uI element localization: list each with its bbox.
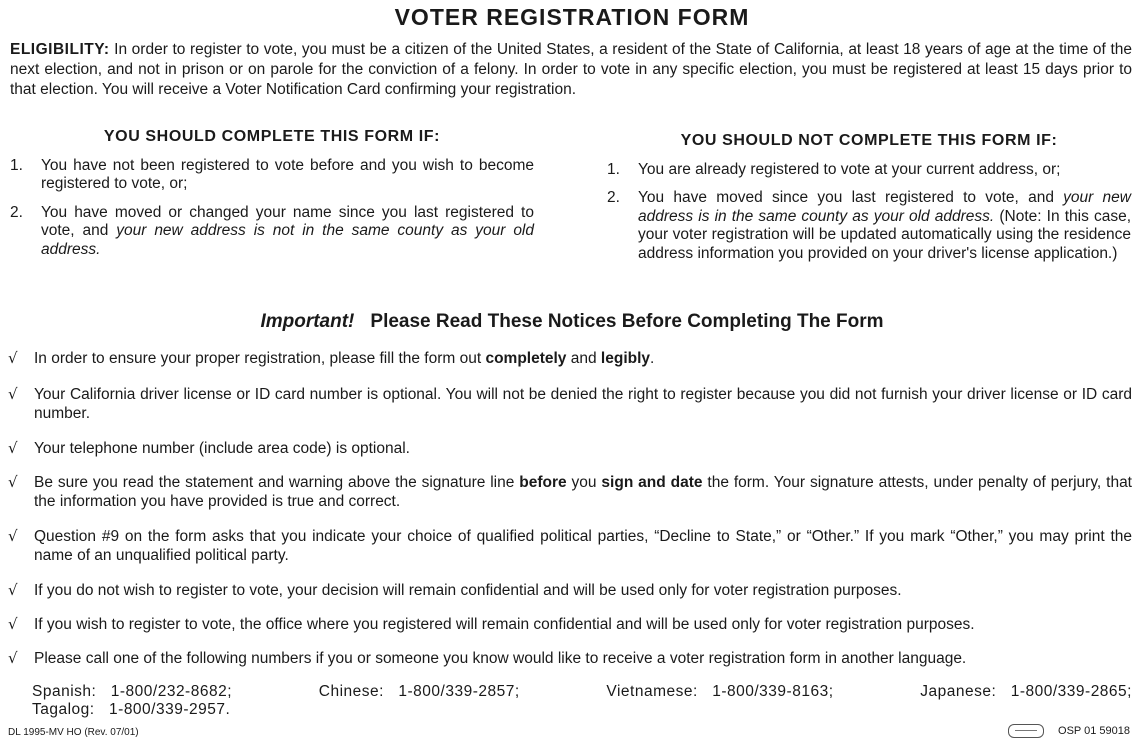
check-icon: √ bbox=[8, 649, 18, 667]
list-item bbox=[607, 189, 1131, 263]
notice-item bbox=[8, 439, 1132, 458]
notice-item bbox=[8, 473, 1132, 511]
notice-bold: legibly bbox=[600, 350, 651, 367]
important-text: Please Read These Notices Before Completing The Form bbox=[370, 311, 884, 332]
phone-language: Vietnamese: bbox=[606, 683, 698, 700]
notice-text bbox=[34, 473, 1132, 511]
list-item bbox=[607, 161, 1131, 180]
notice-text: Question #9 on the form asks that you indicate your choice of qualified political parties, “Decline to State,” or “Other.” If you mark “Other,” you may print the name of an unqualified political party. bbox=[34, 528, 1132, 564]
phone-entry bbox=[920, 683, 1132, 701]
item-text bbox=[41, 204, 534, 260]
item-text: You are already registered to vote at your current address, or; bbox=[638, 160, 1061, 178]
important-label: Important! bbox=[260, 311, 355, 332]
check-icon: √ bbox=[8, 385, 18, 403]
phone-language: Tagalog: bbox=[32, 701, 95, 718]
eligibility-text: In order to register to vote, you must be a citizen of the United States, a resident of the State of California, at least 18 years of age at the time of the next election, and not in prison or on parole for the conviction of a felony. In order to vote in any specific election, you must be registered at least 15 days prior to that election. You will receive a Voter Notification Card confirming your registration. bbox=[10, 41, 1132, 98]
item-number: 2. bbox=[607, 189, 620, 206]
check-icon: √ bbox=[8, 439, 18, 457]
notice-bold: before bbox=[519, 474, 567, 491]
check-icon: √ bbox=[8, 349, 18, 367]
phone-number: 1-800/339-2857; bbox=[398, 683, 520, 700]
notice-text: Your telephone number (include area code) is optional. bbox=[34, 440, 410, 457]
notice-plain: . bbox=[650, 350, 655, 367]
notice-plain: the form. Your signature attests, under penalty of perjury, that the information you have provided is true and correct. bbox=[34, 474, 1132, 510]
phone-entry bbox=[32, 701, 230, 719]
notice-text bbox=[34, 349, 1132, 368]
form-id: DL 1995-MV HO (Rev. 07/01) bbox=[8, 727, 139, 738]
phone-number: 1-800/339-8163; bbox=[712, 683, 834, 700]
page-title: VOTER REGISTRATION FORM bbox=[394, 4, 750, 30]
important-heading bbox=[0, 311, 1144, 333]
form-code: OSP 01 59018 bbox=[1058, 725, 1130, 737]
notice-text: If you do not wish to register to vote, your decision will remain confidential and will be used only for voter registration purposes. bbox=[34, 582, 902, 599]
phone-language: Spanish: bbox=[32, 683, 97, 700]
phone-row bbox=[32, 701, 1132, 719]
check-icon: √ bbox=[8, 615, 18, 633]
notice-item bbox=[8, 649, 1132, 668]
union-label-icon bbox=[1008, 724, 1044, 738]
notice-plain: and bbox=[566, 350, 601, 367]
notice-item bbox=[8, 385, 1132, 423]
language-phone-numbers bbox=[32, 683, 1132, 719]
item-text-italic: your new address is not in the same county as your old address. bbox=[41, 222, 534, 258]
list-item bbox=[10, 157, 534, 194]
check-icon: √ bbox=[8, 473, 18, 491]
notice-item bbox=[8, 527, 1132, 565]
phone-number: 1-800/232-8682; bbox=[110, 683, 233, 700]
footer-code-area bbox=[1008, 724, 1130, 738]
notice-item bbox=[8, 615, 1132, 634]
phone-entry bbox=[319, 683, 520, 701]
notice-plain: Be sure you read the statement and warning above the signature line bbox=[34, 474, 520, 491]
check-icon: √ bbox=[8, 581, 18, 599]
phone-entry bbox=[32, 683, 232, 701]
notice-item bbox=[8, 349, 1132, 368]
notice-text: If you wish to register to vote, the office where you registered will remain confidential and will be used only for voter registration purposes. bbox=[34, 616, 975, 633]
item-text: You have not been registered to vote before and you wish to become registered to vote, or; bbox=[41, 156, 534, 192]
phone-entry bbox=[606, 683, 833, 701]
item-text-plain: You have moved since you last registered to vote, and bbox=[638, 189, 1064, 206]
item-text-italic: your new address is in the same county as your old address. bbox=[638, 189, 1131, 225]
should-not-complete-heading: YOU SHOULD NOT COMPLETE THIS FORM IF: bbox=[680, 132, 1058, 149]
should-complete-section bbox=[10, 128, 534, 269]
should-not-complete-section bbox=[607, 128, 1131, 273]
phone-row bbox=[32, 683, 1132, 701]
notice-text: Please call one of the following numbers if you or someone you know would like to receive a voter registration form in another language. bbox=[34, 650, 967, 667]
notice-text: Your California driver license or ID card number is optional. You will not be denied the right to register because you did not furnish your driver license or ID card number. bbox=[34, 386, 1132, 422]
list-item bbox=[10, 204, 534, 260]
phone-number: 1-800/339-2957. bbox=[109, 701, 231, 718]
item-number: 2. bbox=[10, 203, 23, 221]
notice-item bbox=[8, 581, 1132, 600]
notice-plain: you bbox=[566, 474, 602, 491]
eligibility-paragraph bbox=[10, 40, 1132, 100]
item-number: 1. bbox=[607, 160, 620, 178]
notice-bold: completely bbox=[485, 350, 567, 367]
phone-number: 1-800/339-2865; bbox=[1010, 683, 1132, 700]
phone-language: Chinese: bbox=[318, 683, 384, 700]
notice-bold: sign and date bbox=[601, 474, 703, 491]
eligibility-label: ELIGIBILITY: bbox=[10, 41, 110, 58]
notice-plain: In order to ensure your proper registration, please fill the form out bbox=[34, 350, 486, 367]
item-text-note: (Note: In this case, your voter registration will be updated automatically using the residence address information you provided on your driver's license application.) bbox=[638, 207, 1132, 262]
item-text bbox=[638, 189, 1131, 263]
item-text-plain: You have moved or changed your name since you last registered to vote, and bbox=[41, 203, 534, 239]
phone-language: Japanese: bbox=[920, 683, 997, 700]
item-number: 1. bbox=[10, 156, 23, 174]
should-complete-heading: YOU SHOULD COMPLETE THIS FORM IF: bbox=[103, 128, 441, 145]
check-icon: √ bbox=[8, 527, 18, 545]
